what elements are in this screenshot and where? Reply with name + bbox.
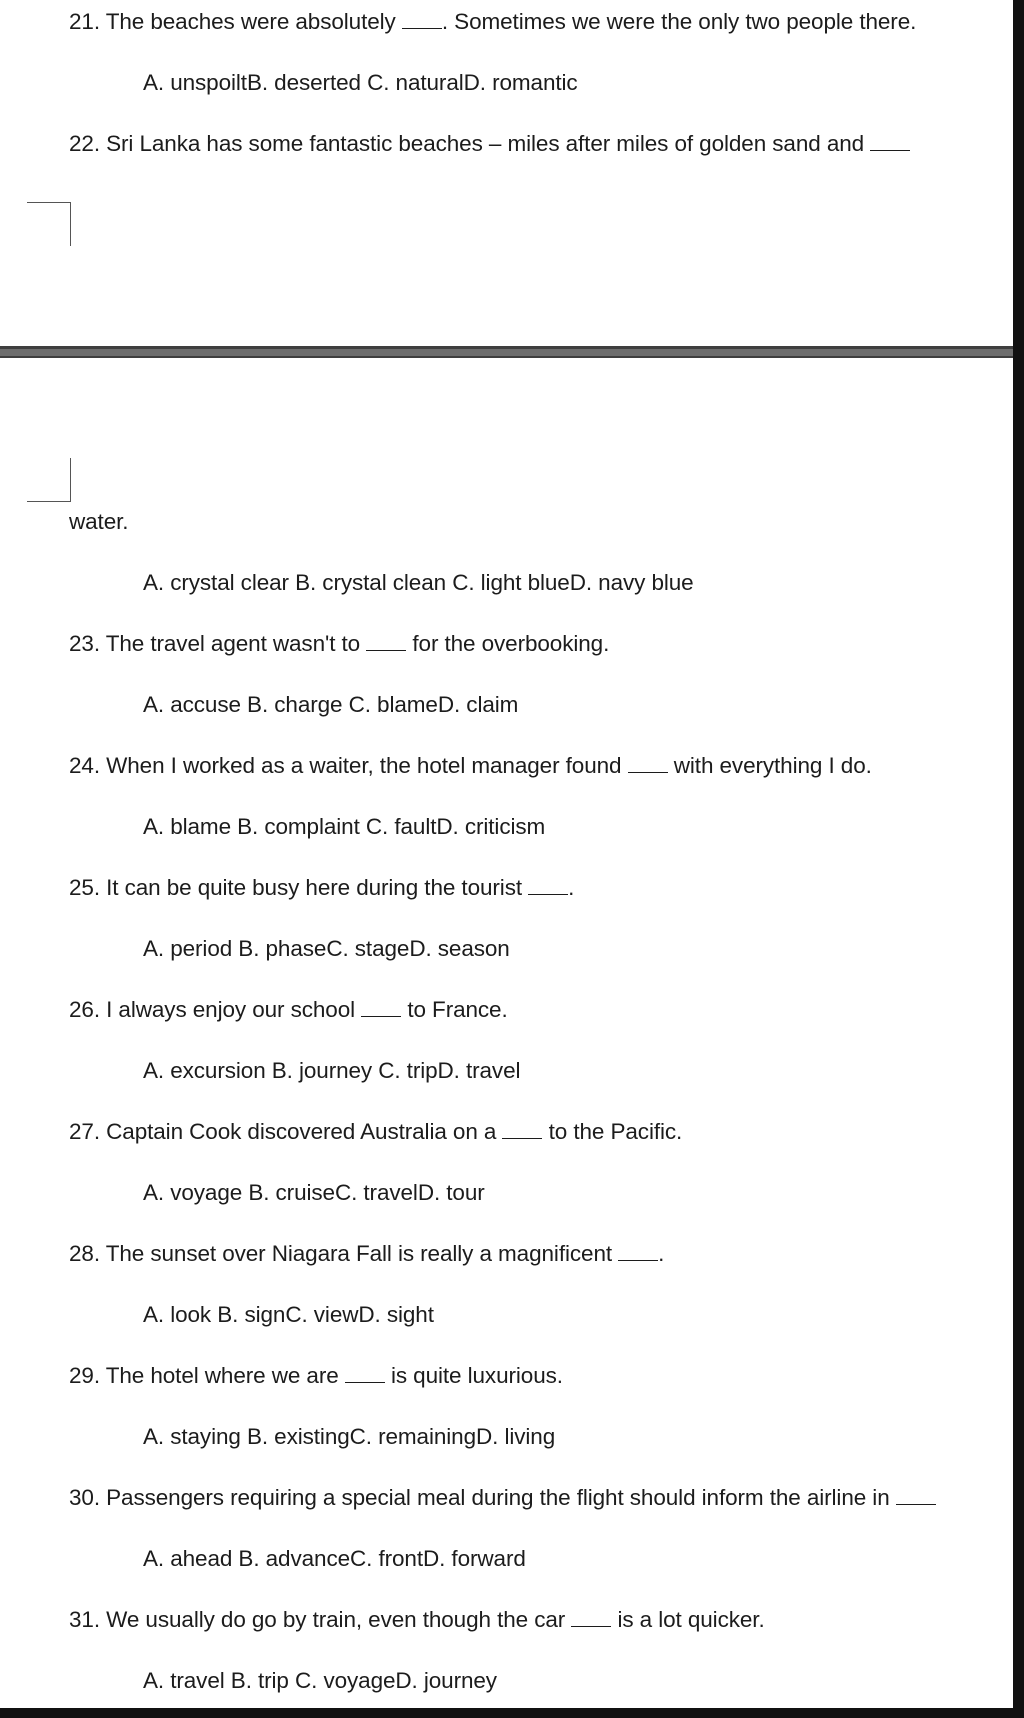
page-corner-mark — [27, 458, 71, 502]
page-corner-mark — [27, 202, 71, 246]
question-text: 25. It can be quite busy here during the tourist — [69, 875, 522, 900]
question-text: 21. The beaches were absolutely — [69, 9, 396, 34]
options-30: A. ahead B. advanceC. frontD. forward — [143, 1546, 526, 1571]
question-text: 29. The hotel where we are — [69, 1363, 339, 1388]
question-text: 24. When I worked as a waiter, the hotel manager found — [69, 753, 622, 778]
question-text-after: with everything I do. — [673, 753, 872, 778]
question-text-after: for the overbooking. — [412, 631, 610, 656]
options-21: A. unspoiltB. deserted C. naturalD. romantic — [143, 70, 578, 95]
options-31: A. travel B. trip C. voyageD. journey — [143, 1668, 497, 1693]
question-text-after: . — [568, 875, 575, 900]
answer-blank — [618, 1242, 658, 1261]
question-text: 26. I always enjoy our school — [69, 997, 356, 1022]
question-text: 23. The travel agent wasn't to — [69, 631, 361, 656]
answer-blank — [628, 754, 668, 773]
question-29 — [69, 1362, 563, 1390]
answer-blank — [366, 632, 406, 651]
options-29: A. staying B. existingC. remainingD. living — [143, 1424, 556, 1449]
question-26 — [69, 996, 508, 1024]
question-text: 30. Passengers requiring a special meal during the flight should inform the airline in — [69, 1485, 890, 1510]
question-30 — [69, 1484, 936, 1512]
question-text-after: is quite luxurious. — [390, 1363, 563, 1388]
question-22-continuation: water. — [69, 509, 129, 534]
answer-blank — [361, 998, 401, 1017]
options-25: A. period B. phaseC. stageD. season — [143, 936, 510, 961]
options-23: A. accuse B. charge C. blameD. claim — [143, 692, 519, 717]
answer-blank — [528, 876, 568, 895]
question-text-after: to France. — [407, 997, 508, 1022]
options-24: A. blame B. complaint C. faultD. criticism — [143, 814, 546, 839]
question-28 — [69, 1240, 664, 1268]
question-21 — [69, 8, 916, 36]
document-page-top — [0, 0, 1013, 346]
question-23 — [69, 630, 609, 658]
answer-blank — [402, 10, 442, 29]
question-text-after: . — [658, 1241, 665, 1266]
window-edge-bottom — [0, 1708, 1024, 1718]
question-27 — [69, 1118, 682, 1146]
window-edge-right — [1013, 0, 1024, 1718]
question-text: 31. We usually do go by train, even though the car — [69, 1607, 566, 1632]
options-22: A. crystal clear B. crystal clean C. light blueD. navy blue — [143, 570, 694, 595]
answer-blank — [870, 132, 910, 151]
answer-blank — [502, 1120, 542, 1139]
question-text-after: . Sometimes we were the only two people there. — [441, 9, 917, 34]
question-text-after: is a lot quicker. — [617, 1607, 765, 1632]
question-text: 27. Captain Cook discovered Australia on a — [69, 1119, 497, 1144]
question-25 — [69, 874, 574, 902]
page-separator — [0, 346, 1013, 358]
options-26: A. excursion B. journey C. tripD. travel — [143, 1058, 521, 1083]
question-22 — [69, 130, 910, 158]
question-31 — [69, 1606, 765, 1634]
question-text: 22. Sri Lanka has some fantastic beaches – miles after miles of golden sand and — [69, 131, 865, 156]
options-28: A. look B. signC. viewD. sight — [143, 1302, 434, 1327]
answer-blank — [896, 1486, 936, 1505]
answer-blank — [345, 1364, 385, 1383]
question-text: 28. The sunset over Niagara Fall is really a magnificent — [69, 1241, 613, 1266]
question-24 — [69, 752, 872, 780]
answer-blank — [571, 1608, 611, 1627]
options-27: A. voyage B. cruiseC. travelD. tour — [143, 1180, 485, 1205]
question-text-after: to the Pacific. — [548, 1119, 683, 1144]
